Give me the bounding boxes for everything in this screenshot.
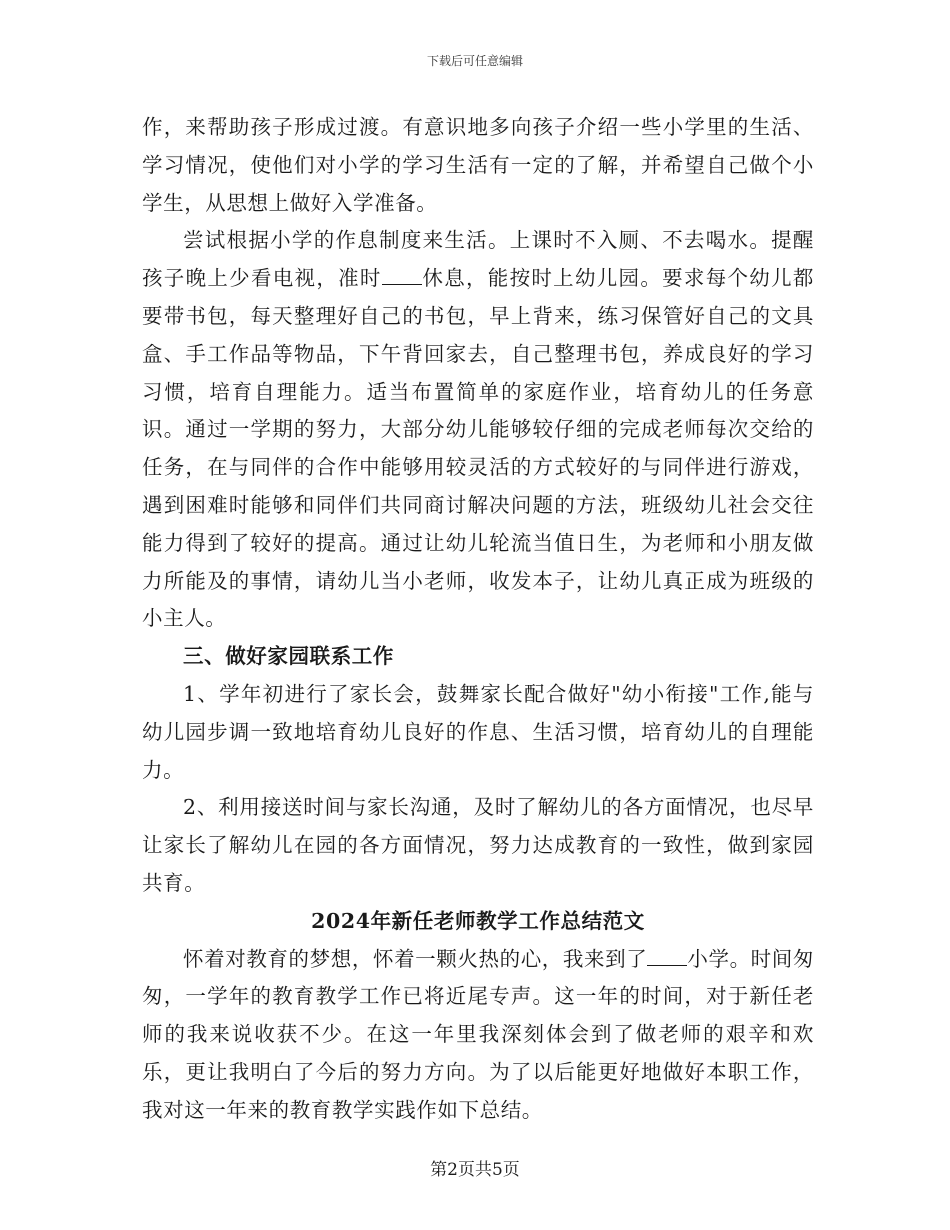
document-body (142, 109, 814, 1130)
page-header: 下载后可任意编辑 (426, 54, 523, 68)
fill-blank-line (382, 266, 422, 285)
list-item-parent-meeting: 1、学年初进行了家长会，鼓舞家长配合做好"幼小衔接"工作,能与幼儿园步调一致地培育幼儿良好的作息、生活习惯，培育幼儿的自理能力。 (142, 681, 814, 782)
paragraph-intro-part2: 小学。时间匆匆，一学年的教育教学工作已将近尾专声。这一年的时间，对于新任老师的我来说收获不少。在这一年里我深刻体会到了做老师的艰辛和欢乐，更让我明白了今后的努力方向。为了以后能更好地做好本职工作，我对这一年来的教育教学实践作如下总结。 (142, 946, 814, 1122)
paragraph-intro (142, 941, 814, 1130)
fill-blank-line (647, 947, 687, 966)
paragraph-continuation: 作，来帮助孩子形成过渡。有意识地多向孩子介绍一些小学里的生活、学习情况，使他们对小学的学习生活有一定的了解，并希望自己做个小学生，从思想上做好入学准备。 (142, 115, 814, 215)
paragraph-schedule-part1: 尝试根据小学的作息制度来生活。上课时不入厕、不去喝水。提醒孩子晚上少看电视，准时 (142, 228, 814, 291)
paragraph-schedule (142, 222, 814, 638)
list-item-communication: 2、利用接送时间与家长沟通，及时了解幼儿的各方面情况，也尽早让家长了解幼儿在园的各方面情况，努力达成教育的一致性，做到家园共育。 (142, 795, 814, 895)
document-title: 2024年新任老师教学工作总结范文 (311, 908, 645, 933)
section-heading-home-school: 三、做好家园联系工作 (183, 644, 394, 669)
paragraph-schedule-part2: 休息，能按时上幼儿园。要求每个幼儿都要带书包，每天整理好自己的书包，早上背来，练习保管好自己的文具盒、手工作品等物品，下午背回家去，自己整理书包，养成良好的学习习惯，培育自理能力。适当布置简单的家庭作业，培育幼儿的任务意识。通过一学期的努力，大部分幼儿能够较仔细的完成老师每次交给的任务，在与同伴的合作中能够用较灵活的方式较好的与同伴进行游戏，遇到困难时能够和同伴们共同商讨解决问题的方法，班级幼儿社会交往能力得到了较好的提高。通过让幼儿轮流当值日生，为老师和小朋友做力所能及的事情，请幼儿当小老师，收发本子，让幼儿真正成为班级的小主人。 (142, 266, 814, 631)
page-footer: 第2页共5页 (430, 1160, 520, 1180)
paragraph-intro-part1: 怀着对教育的梦想，怀着一颗火热的心，我来到了 (183, 946, 648, 971)
